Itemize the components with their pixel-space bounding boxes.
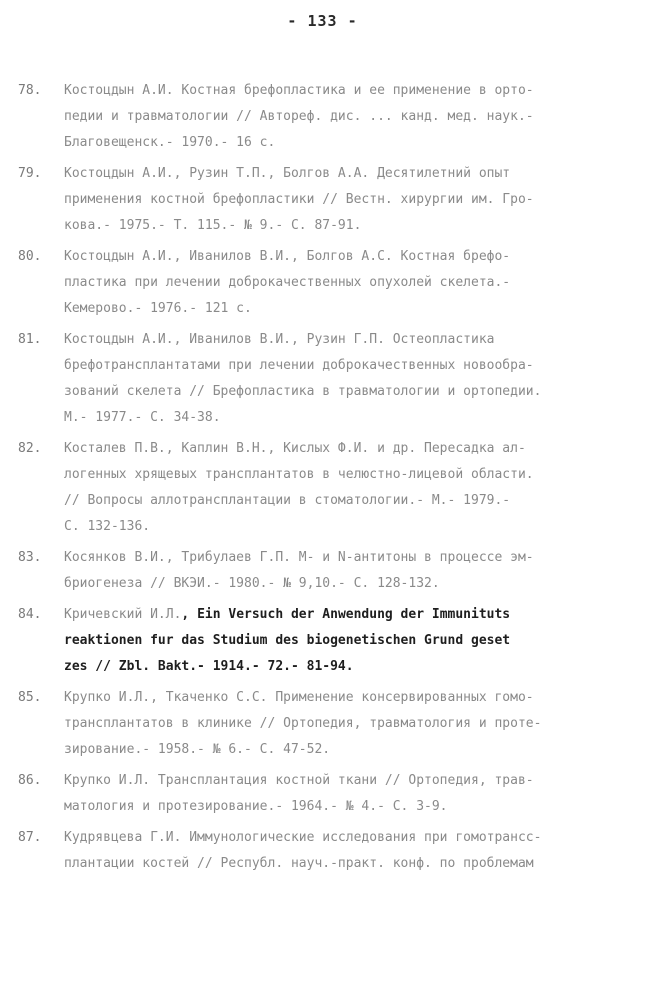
- entry-author: Кричевский И.Л.: [64, 607, 182, 622]
- entry-line: С. 132-136.: [64, 519, 151, 534]
- entry-line: матология и протезирование.- 1964.- № 4.- С. 3-9.: [64, 799, 448, 814]
- entry-line: кова.- 1975.- Т. 115.- № 9.- С. 87-91.: [64, 218, 362, 233]
- entry-line: Костоцдын А.И. Костная брефопластика и ее применение в орто-: [64, 83, 534, 98]
- bibliography-entry-80: [18, 244, 633, 322]
- entry-line: Кемерово.- 1976.- 121 с.: [64, 301, 252, 316]
- entry-number: 83.: [18, 550, 42, 565]
- entry-line: пластика при лечении доброкачественных опухолей скелета.-: [64, 275, 511, 290]
- entry-line: Кудрявцева Г.И. Иммунологические исследования при гомотрансс-: [64, 830, 542, 845]
- entry-line: логенных хрящевых трансплантатов в челюстно-лицевой области.: [64, 467, 534, 482]
- entry-line: зирование.- 1958.- № 6.- С. 47-52.: [64, 742, 331, 757]
- entry-line: // Вопросы аллотрансплантации в стоматологии.- М.- 1979.-: [64, 493, 511, 508]
- bibliography-entry-84: [18, 602, 633, 680]
- bibliography-entry-86: [18, 768, 633, 820]
- entry-number: 85.: [18, 690, 42, 705]
- entry-line: Костоцдын А.И., Иванилов В.И., Рузин Г.П. Остеопластика: [64, 332, 495, 347]
- page-number: - 133 -: [287, 12, 358, 30]
- entry-title: Ein Versuch der Anwendung der Immunituts: [197, 607, 511, 622]
- entry-number: 82.: [18, 441, 42, 456]
- entry-line: Крупко И.Л. Трансплантация костной ткани // Ортопедия, трав-: [64, 773, 534, 788]
- entry-number: 79.: [18, 166, 42, 181]
- entry-line: бриогенеза // ВКЭИ.- 1980.- № 9,10.- С. 128-132.: [64, 576, 440, 591]
- entry-line: Косталев П.В., Каплин В.Н., Кислых Ф.И. и др. Пересадка ал-: [64, 441, 526, 456]
- entry-line: zes // Zbl. Bakt.- 1914.- 72.- 81-94.: [64, 659, 354, 674]
- entry-line: Крупко И.Л., Ткаченко С.С. Применение консервированных гомо-: [64, 690, 534, 705]
- entry-line: Кричевский И.Л., Ein Versuch der Anwendung der Immunituts: [64, 607, 511, 622]
- entry-line: применения костной брефопластики // Вестн. хирургии им. Гро-: [64, 192, 534, 207]
- entry-line: трансплантатов в клинике // Ортопедия, травматология и проте-: [64, 716, 542, 731]
- entry-number: 87.: [18, 830, 42, 845]
- entry-number: 78.: [18, 83, 42, 98]
- entry-number: 81.: [18, 332, 42, 347]
- entry-number: 86.: [18, 773, 42, 788]
- bibliography-list: [18, 78, 633, 882]
- entry-line: М.- 1977.- С. 34-38.: [64, 410, 221, 425]
- bibliography-entry-83: [18, 545, 633, 597]
- entry-line: Костоцдын А.И., Рузин Т.П., Болгов А.А. Десятилетний опыт: [64, 166, 511, 181]
- entry-line: reaktionen fur das Studium des biogenetischen Grund geset: [64, 633, 511, 648]
- entry-line: Костоцдын А.И., Иванилов В.И., Болгов А.С. Костная брефо-: [64, 249, 511, 264]
- entry-number: 84.: [18, 607, 42, 622]
- entry-number: 80.: [18, 249, 42, 264]
- entry-line: плантации костей // Республ. науч.-практ. конф. по проблемам: [64, 856, 534, 871]
- entry-line: зований скелета // Брефопластика в травматологии и ортопедии.: [64, 384, 542, 399]
- bibliography-entry-79: [18, 161, 633, 239]
- entry-line: Благовещенск.- 1970.- 16 с.: [64, 135, 276, 150]
- bibliography-entry-87: [18, 825, 633, 877]
- bibliography-entry-85: [18, 685, 633, 763]
- bibliography-entry-81: [18, 327, 633, 431]
- entry-line: брефотрансплантатами при лечении доброкачественных новообра-: [64, 358, 534, 373]
- bibliography-entry-82: [18, 436, 633, 540]
- entry-line: Косянков В.И., Трибулаев Г.П. М- и N-антитоны в процессе эм-: [64, 550, 534, 565]
- bibliography-entry-78: [18, 78, 633, 156]
- entry-line: педии и травматологии // Автореф. дис. ... канд. мед. наук.-: [64, 109, 534, 124]
